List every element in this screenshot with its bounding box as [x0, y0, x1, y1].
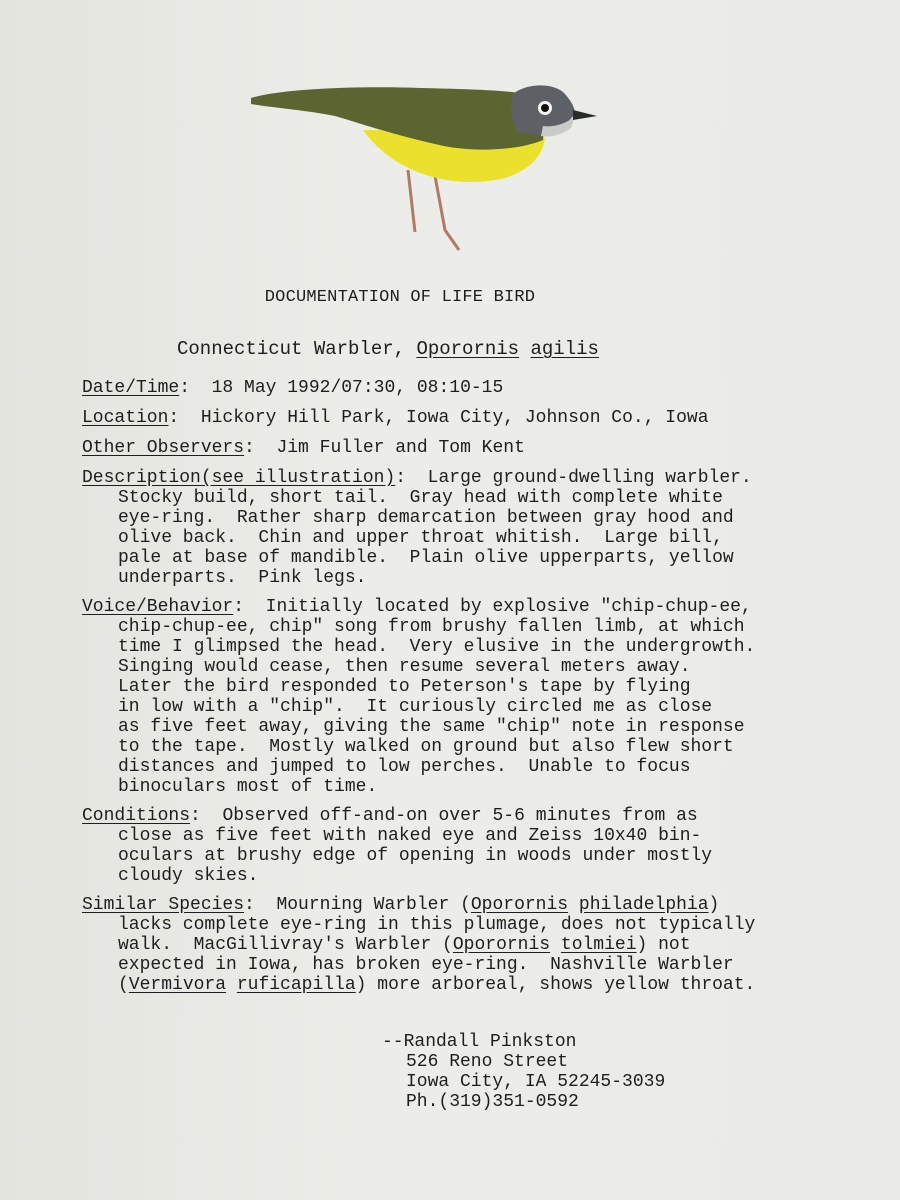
similar-species-text: ) more arboreal, shows yellow throat. [355, 975, 756, 995]
voice-behavior-line: time I glimpsed the head. Very elusive in the undergrowth. [118, 637, 756, 657]
voice-behavior-line: distances and jumped to low perches. Unable to focus [118, 757, 691, 777]
voice-behavior-line: chip-chup-ee, chip" song from brushy fallen limb, at which [118, 617, 745, 637]
location-value: Hickory Hill Park, Iowa City, Johnson Co., Iowa [200, 408, 709, 428]
similar-species-line: lacks complete eye-ring in this plumage, does not typically [118, 915, 756, 935]
observers-value: Jim Fuller and Tom Kent [276, 438, 525, 458]
bird-eye [541, 104, 549, 112]
similar-species-line: expected in Iowa, has broken eye-ring. Nashville Warbler [118, 955, 734, 975]
voice-behavior-field: Voice/Behavior: Initially located by explosive "chip-chup-ee, chip-chup-ee, chip" song from brushy fallen limb, at which time I glimpsed the head. Very elusive in the undergrowth. Singing would cease, then resume several meters away. Later the bird responded to Peterson's tape by flying in low with a "chip". It curiously circled me as close as five feet away, giving the same "chip" note in response to the tape. Mostly walked on ground but also flew short distances and jumped to low perches. Unable to focus binoculars most of time. [82, 597, 842, 797]
similar-species-text: ) [708, 895, 720, 915]
similar-species-label: Similar Species [82, 895, 245, 915]
signature-phone: Ph.(319)351-0592 [406, 1092, 579, 1112]
observers-label: Other Observers [82, 438, 245, 458]
conditions-first-line: Observed off-and-on over 5-6 minutes from as [222, 806, 698, 826]
similar-species-line [82, 975, 842, 995]
species-epithet: ruficapilla [236, 975, 356, 995]
location-label: Location [82, 408, 169, 428]
date-time-value: 18 May 1992/07:30, 08:10-15 [211, 378, 504, 398]
bird-leg-left [408, 170, 415, 232]
voice-behavior-line: as five feet away, giving the same "chip" note in response [118, 717, 745, 737]
species-epithet: agilis [530, 338, 599, 360]
conditions-label: Conditions [82, 806, 191, 826]
conditions-line: close as five feet with naked eye and Zeiss 10x40 bin- [118, 826, 702, 846]
common-name: Connecticut Warbler, [177, 338, 406, 360]
genus-name: Oporornis [452, 935, 551, 955]
date-time-field: Date/Time: 18 May 1992/07:30, 08:10-15 [82, 378, 504, 398]
description-label: Description(see illustration) [82, 468, 396, 488]
similar-species-field: Similar Species: Mourning Warbler (Oporornis philadelphia) lacks complete eye-ring in this plumage, does not typically walk. MacGillivray's Warbler (Oporornis tolmiei) not expected in Iowa, has broken eye-ring. Nashville Warbler (Vermivora ruficapilla) more arboreal, shows yellow throat. [82, 895, 842, 995]
date-time-label: Date/Time [82, 378, 180, 398]
similar-species-line [82, 935, 842, 955]
description-field: Description(see illustration): Large ground-dwelling warbler. Stocky build, short tail. Gray head with complete white eye-ring. Rather sharp demarcation between gray hood and olive back. Chin and upper throat whitish. Large bill, pale at base of mandible. Plain olive upperparts, yellow underparts. Pink legs. [82, 468, 842, 588]
description-line: pale at base of mandible. Plain olive upperparts, yellow [118, 548, 734, 568]
voice-behavior-line: Singing would cease, then resume several meters away. [118, 657, 691, 677]
species-heading [177, 338, 599, 360]
voice-behavior-line: Later the bird responded to Peterson's tape by flying [118, 677, 691, 697]
conditions-line: cloudy skies. [118, 866, 259, 886]
conditions-line: oculars at brushy edge of opening in woods under mostly [118, 846, 713, 866]
description-line: underparts. Pink legs. [118, 568, 367, 588]
genus-name: Oporornis [470, 895, 569, 915]
connecticut-warbler-illustration [245, 80, 605, 255]
conditions-field: Conditions: Observed off-and-on over 5-6 minutes from as close as five feet with naked eye and Zeiss 10x40 bin- oculars at brushy edge of opening in woods under mostly cloudy skies. [82, 806, 842, 886]
description-line: eye-ring. Rather sharp demarcation between gray hood and [118, 508, 734, 528]
similar-species-text: Mourning Warbler ( [276, 895, 471, 915]
location-field: Location: Hickory Hill Park, Iowa City, Johnson Co., Iowa [82, 408, 709, 428]
genus-name: Oporornis [416, 338, 520, 360]
description-first-line: Large ground-dwelling warbler. [427, 468, 752, 488]
voice-behavior-line: in low with a "chip". It curiously circled me as close [118, 697, 713, 717]
voice-behavior-line: to the tape. Mostly walked on ground but also flew short [118, 737, 734, 757]
bird-bill [573, 110, 597, 120]
voice-behavior-label: Voice/Behavior [82, 597, 234, 617]
voice-behavior-line: binoculars most of time. [118, 777, 378, 797]
bird-leg-right [435, 176, 459, 250]
observers-field: Other Observers: Jim Fuller and Tom Kent [82, 438, 525, 458]
signature-street: 526 Reno Street [406, 1052, 569, 1072]
similar-species-text: ) not [636, 935, 691, 955]
voice-behavior-first-line: Initially located by explosive "chip-chup-ee, [265, 597, 752, 617]
similar-species-text: walk. MacGillivray's Warbler ( [118, 935, 453, 955]
signature-block [382, 1032, 665, 1112]
signature-name: --Randall Pinkston [382, 1032, 577, 1052]
description-line: olive back. Chin and upper throat whitish. Large bill, [118, 528, 723, 548]
species-epithet: tolmiei [560, 935, 637, 955]
signature-city: Iowa City, IA 52245-3039 [406, 1072, 666, 1092]
species-epithet: philadelphia [578, 895, 709, 915]
document-title: DOCUMENTATION OF LIFE BIRD [264, 288, 536, 307]
description-line: Stocky build, short tail. Gray head with complete white [118, 488, 723, 508]
similar-species-text: ( [118, 975, 129, 995]
genus-name: Vermivora [128, 975, 227, 995]
